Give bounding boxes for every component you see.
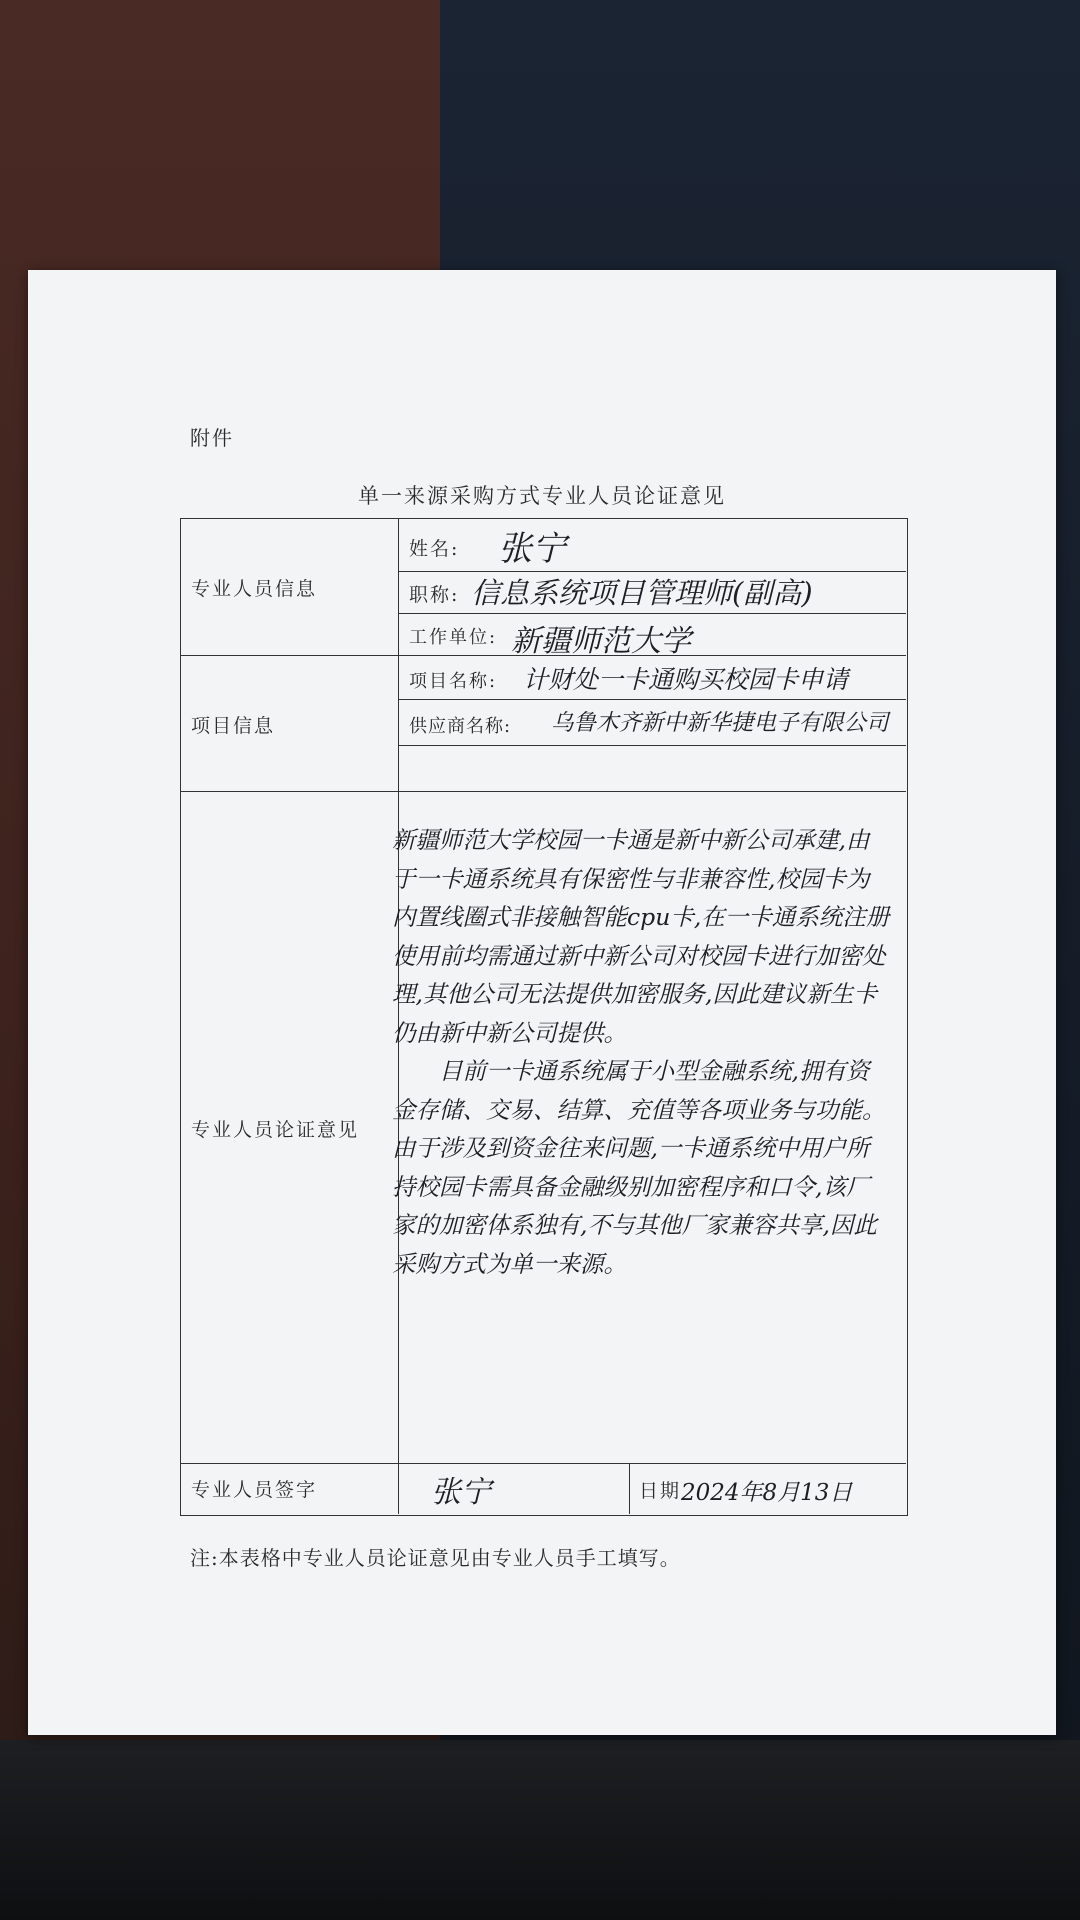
- opinion-paragraph: 目前一卡通系统属于小型金融系统,拥有资金存储、交易、结算、充值等各项业务与功能。由于涉及到资金往来问题,一卡通系统中用户所持校园卡需具备金融级别加密程序和口令,该厂家的加密体系独有,不与其他厂家兼容共享,因此采购方式为单一来源。: [392, 1057, 886, 1278]
- row-divider: [398, 699, 906, 700]
- employer-value: 新疆师范大学: [511, 624, 691, 659]
- supplier-label: 供应商名称:: [409, 716, 512, 737]
- form-table: [180, 518, 908, 1516]
- title-value: 信息系统项目管理师(副高): [471, 576, 813, 610]
- employer-label: 工作单位:: [409, 627, 498, 648]
- attachment-label: 附件: [190, 426, 234, 450]
- row-divider: [398, 613, 906, 614]
- row-divider: [398, 745, 906, 746]
- date-value: 2024年8月13日: [681, 1480, 853, 1506]
- background-floor: [0, 1740, 1080, 1920]
- row-divider: [181, 1463, 906, 1464]
- name-label: 姓名:: [409, 538, 460, 560]
- section-project-info: 项目信息: [191, 715, 276, 737]
- footnote: 注:本表格中专业人员论证意见由专业人员手工填写。: [190, 1546, 681, 1570]
- supplier-value: 乌鲁木齐新中新华捷电子有限公司: [551, 710, 889, 736]
- document-title: 单一来源采购方式专业人员论证意见: [358, 484, 726, 508]
- column-divider: [629, 1463, 630, 1514]
- section-opinion: 专业人员论证意见: [191, 1119, 360, 1141]
- project-name-value: 计财处一卡通购买校园卡申请: [523, 665, 849, 694]
- date-label: 日期: [639, 1480, 682, 1502]
- paper-sheet: [28, 270, 1056, 1735]
- row-divider: [181, 791, 906, 792]
- title-label: 职称:: [409, 584, 460, 606]
- section-expert-info: 专业人员信息: [191, 578, 318, 600]
- name-value: 张宁: [498, 529, 566, 569]
- signature-value: 张宁: [431, 1475, 491, 1510]
- opinion-paragraph: 新疆师范大学校园一卡通是新中新公司承建,由于一卡通系统具有保密性与非兼容性,校园卡为内置线圈式非接触智能cpu卡,在一卡通系统注册使用前均需通过新中新公司对校园卡进行加密处理,其他公司无法提供加密服务,因此建议新生卡仍由新中新公司提供。: [392, 826, 890, 1047]
- project-name-label: 项目名称:: [409, 671, 498, 692]
- opinion-text: [392, 821, 892, 1283]
- section-signature: 专业人员签字: [191, 1479, 318, 1501]
